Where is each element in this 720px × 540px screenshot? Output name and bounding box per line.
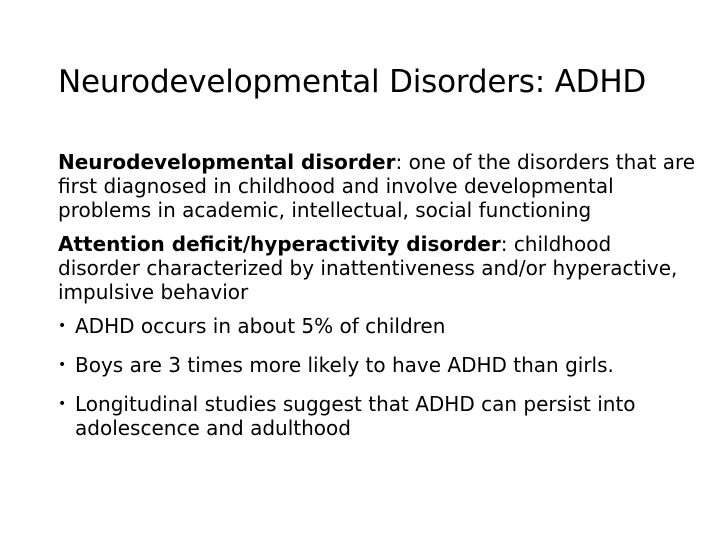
definition-term: Neurodevelopmental disorder	[58, 150, 396, 174]
bullet-text: ADHD occurs in about 5% of children	[75, 314, 446, 338]
bullet-text: Longitudinal studies suggest that ADHD can persist into adolescence and adulthood	[75, 392, 636, 440]
slide-title: Neurodevelopmental Disorders: ADHD	[58, 64, 647, 100]
bullet-icon: •	[58, 396, 67, 412]
definition-text: : childhood disorder characterized by inattentiveness and/or hyperactive, impulsive behavior	[58, 232, 678, 304]
definition-paragraph-adhd	[58, 232, 698, 304]
definition-paragraph-neurodevelopmental	[58, 150, 698, 222]
bullet-text: Boys are 3 times more likely to have ADHD than girls.	[75, 353, 614, 377]
slide-body	[58, 150, 698, 455]
bullet-item	[58, 392, 698, 440]
bullet-item	[58, 314, 698, 338]
bullet-icon: •	[58, 357, 67, 373]
definition-text: : one of the disorders that are first diagnosed in childhood and involve developmental problems in academic, intellectual, social functioning	[58, 150, 696, 222]
bullet-list	[58, 314, 698, 440]
bullet-item	[58, 353, 698, 377]
bullet-icon: •	[58, 318, 67, 334]
definition-term: Attention deficit/hyperactivity disorder	[58, 232, 501, 256]
